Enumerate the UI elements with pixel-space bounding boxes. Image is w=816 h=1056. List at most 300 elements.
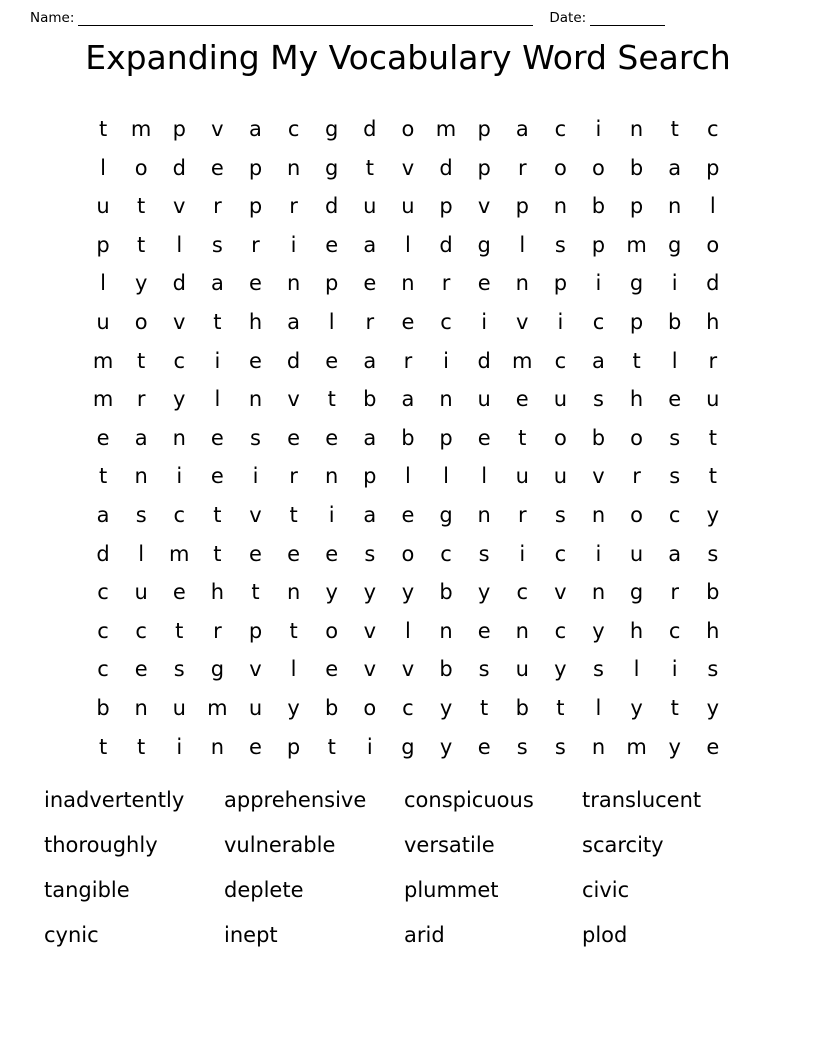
grid-cell[interactable]: a (363, 502, 377, 527)
grid-cell[interactable]: c (440, 309, 452, 334)
grid-cell[interactable]: i (519, 541, 526, 566)
grid-cell[interactable]: r (289, 194, 298, 219)
grid-cell[interactable]: n (210, 734, 225, 759)
grid-cell[interactable]: p (248, 618, 263, 643)
grid-cell[interactable]: t (213, 541, 222, 566)
grid-cell[interactable]: c (668, 618, 681, 643)
grid-cell[interactable]: n (439, 618, 453, 643)
grid-cell[interactable]: n (591, 502, 606, 527)
grid-cell[interactable]: l (138, 541, 145, 566)
grid-cell[interactable]: t (137, 232, 146, 257)
grid-cell[interactable]: g (477, 232, 491, 257)
grid-cell[interactable]: c (440, 541, 452, 566)
grid-cell[interactable]: i (671, 271, 678, 296)
grid-cell[interactable]: a (210, 271, 224, 296)
grid-cell[interactable]: e (210, 155, 224, 180)
grid-cell[interactable]: s (135, 502, 147, 527)
grid-cell[interactable]: c (516, 580, 529, 605)
grid-cell[interactable]: g (439, 502, 453, 527)
grid-cell[interactable]: p (706, 155, 720, 180)
grid-cell[interactable]: e (325, 232, 339, 257)
grid-cell[interactable]: g (668, 232, 682, 257)
grid-cell[interactable]: n (325, 464, 339, 489)
grid-cell[interactable]: v (249, 657, 262, 682)
grid-cell[interactable]: h (629, 618, 644, 643)
grid-cell[interactable]: t (98, 734, 108, 759)
grid-cell[interactable]: c (402, 695, 414, 720)
grid-cell[interactable]: l (633, 657, 640, 682)
grid-cell[interactable]: r (365, 309, 375, 334)
grid-cell[interactable]: u (515, 464, 529, 489)
grid-cell[interactable]: p (629, 194, 644, 219)
grid-cell[interactable]: l (100, 271, 106, 296)
grid-cell[interactable]: t (175, 618, 184, 643)
grid-cell[interactable]: r (136, 387, 146, 412)
grid-cell[interactable]: g (401, 734, 415, 759)
grid-cell[interactable]: p (591, 232, 606, 257)
grid-cell[interactable]: b (591, 425, 606, 450)
grid-cell[interactable]: v (516, 309, 529, 334)
grid-cell[interactable]: l (405, 464, 411, 489)
grid-cell[interactable]: g (629, 271, 644, 296)
grid-cell[interactable]: m (626, 232, 647, 257)
grid-cell[interactable]: g (629, 580, 644, 605)
grid-cell[interactable]: y (325, 580, 338, 605)
grid-cell[interactable]: d (96, 541, 110, 566)
grid-cell[interactable]: c (554, 348, 567, 373)
grid-cell[interactable]: o (401, 541, 415, 566)
grid-cell[interactable]: n (477, 502, 491, 527)
grid-cell[interactable]: e (325, 541, 339, 566)
grid-cell[interactable]: y (706, 695, 720, 720)
grid-cell[interactable]: n (668, 194, 682, 219)
grid-cell[interactable]: i (252, 464, 259, 489)
grid-cell[interactable]: v (287, 387, 300, 412)
grid-cell[interactable]: t (518, 425, 527, 450)
grid-cell[interactable]: i (595, 271, 602, 296)
grid-cell[interactable]: c (554, 117, 567, 141)
grid-cell[interactable]: b (96, 695, 110, 720)
grid-cell[interactable]: p (477, 155, 491, 180)
grid-cell[interactable]: t (632, 348, 641, 373)
word-list-item[interactable]: vulnerable (224, 833, 336, 857)
grid-cell[interactable]: v (554, 580, 567, 605)
grid-cell[interactable]: s (516, 734, 528, 759)
grid-cell[interactable]: i (557, 309, 564, 334)
grid-cell[interactable]: v (401, 155, 415, 180)
grid-cell[interactable]: u (401, 194, 415, 219)
grid-cell[interactable]: e (210, 464, 224, 489)
grid-cell[interactable]: p (286, 734, 301, 759)
grid-cell[interactable]: e (249, 348, 262, 373)
grid-cell[interactable]: n (439, 387, 453, 412)
grid-cell[interactable]: p (248, 194, 263, 219)
grid-cell[interactable]: c (554, 541, 567, 566)
grid-cell[interactable]: t (480, 695, 489, 720)
grid-cell[interactable]: e (477, 271, 491, 296)
grid-cell[interactable]: o (134, 155, 148, 180)
grid-cell[interactable]: p (439, 425, 453, 450)
grid-cell[interactable]: l (443, 464, 449, 489)
grid-cell[interactable]: e (134, 657, 148, 682)
grid-cell[interactable]: r (670, 580, 680, 605)
word-list-item[interactable]: conspicuous (404, 788, 534, 812)
grid-cell[interactable]: i (366, 734, 373, 759)
grid-cell[interactable]: r (632, 464, 641, 489)
grid-cell[interactable]: r (213, 618, 222, 643)
name-input-rule[interactable] (78, 12, 533, 26)
grid-cell[interactable]: t (670, 117, 679, 141)
grid-cell[interactable]: d (439, 232, 453, 257)
grid-cell[interactable]: o (401, 117, 415, 141)
grid-cell[interactable]: e (477, 425, 491, 450)
grid-cell[interactable]: n (248, 387, 263, 412)
grid-cell[interactable]: g (210, 657, 225, 682)
grid-cell[interactable]: t (327, 387, 336, 412)
grid-cell[interactable]: e (249, 541, 262, 566)
grid-cell[interactable]: b (706, 580, 720, 605)
grid-cell[interactable]: l (100, 155, 106, 180)
grid-cell[interactable]: l (176, 232, 183, 257)
word-list-item[interactable]: plummet (404, 878, 499, 902)
grid-cell[interactable]: m (92, 348, 114, 373)
grid-cell[interactable]: s (250, 425, 261, 450)
grid-cell[interactable]: a (668, 155, 682, 180)
grid-cell[interactable]: t (98, 117, 108, 141)
grid-cell[interactable]: c (707, 117, 719, 141)
grid-cell[interactable]: o (630, 425, 644, 450)
grid-cell[interactable]: t (289, 618, 298, 643)
grid-cell[interactable]: p (248, 155, 263, 180)
grid-cell[interactable]: c (668, 502, 681, 527)
grid-cell[interactable]: u (248, 695, 263, 720)
grid-cell[interactable]: v (401, 657, 415, 682)
grid-cell[interactable]: e (172, 580, 186, 605)
grid-cell[interactable]: y (287, 695, 300, 720)
grid-cell[interactable]: a (401, 387, 415, 412)
grid-cell[interactable]: u (172, 695, 186, 720)
grid-cell[interactable]: s (554, 232, 566, 257)
grid-cell[interactable]: o (363, 695, 377, 720)
grid-cell[interactable]: y (134, 271, 148, 296)
grid-cell[interactable]: y (477, 580, 491, 605)
grid-cell[interactable]: n (172, 425, 186, 450)
grid-cell[interactable]: u (706, 387, 720, 412)
grid-cell[interactable]: y (592, 618, 605, 643)
grid-cell[interactable]: r (403, 348, 413, 373)
grid-cell[interactable]: u (477, 387, 491, 412)
grid-cell[interactable]: u (553, 387, 568, 412)
grid-cell[interactable]: h (629, 387, 644, 412)
grid-cell[interactable]: b (439, 580, 453, 605)
grid-cell[interactable]: o (706, 232, 720, 257)
grid-cell[interactable]: c (592, 309, 605, 334)
grid-cell[interactable]: i (595, 117, 602, 141)
grid-cell[interactable]: m (512, 348, 533, 373)
grid-cell[interactable]: a (363, 425, 377, 450)
grid-cell[interactable]: b (629, 155, 644, 180)
word-list-item[interactable]: deplete (224, 878, 304, 902)
grid-cell[interactable]: n (286, 271, 301, 296)
grid-cell[interactable]: d (286, 348, 301, 373)
grid-cell[interactable]: t (137, 734, 146, 759)
grid-cell[interactable]: s (669, 464, 681, 489)
grid-cell[interactable]: e (401, 502, 415, 527)
grid-cell[interactable]: a (96, 502, 110, 527)
grid-cell[interactable]: n (401, 271, 415, 296)
grid-cell[interactable]: y (668, 734, 681, 759)
grid-cell[interactable]: n (515, 271, 529, 296)
grid-cell[interactable]: n (286, 580, 301, 605)
grid-cell[interactable]: p (515, 194, 529, 219)
grid-cell[interactable]: p (477, 117, 491, 141)
grid-cell[interactable]: e (287, 425, 301, 450)
grid-cell[interactable]: v (363, 657, 377, 682)
grid-cell[interactable]: e (249, 271, 262, 296)
grid-cell[interactable]: e (477, 734, 491, 759)
grid-cell[interactable]: g (325, 155, 339, 180)
grid-cell[interactable]: e (249, 734, 262, 759)
grid-cell[interactable]: m (169, 541, 190, 566)
grid-cell[interactable]: d (439, 155, 453, 180)
grid-cell[interactable]: a (668, 541, 682, 566)
grid-cell[interactable]: y (401, 580, 415, 605)
grid-cell[interactable]: t (213, 502, 222, 527)
grid-cell[interactable]: n (591, 734, 606, 759)
grid-cell[interactable]: a (363, 232, 377, 257)
grid-cell[interactable]: s (669, 425, 681, 450)
grid-cell[interactable]: s (554, 734, 566, 759)
grid-cell[interactable]: l (405, 618, 411, 643)
date-input-rule[interactable] (590, 12, 665, 26)
grid-cell[interactable]: h (248, 309, 263, 334)
grid-cell[interactable]: i (595, 541, 602, 566)
grid-cell[interactable]: i (328, 502, 335, 527)
grid-cell[interactable]: l (481, 464, 488, 489)
grid-cell[interactable]: a (287, 309, 301, 334)
grid-cell[interactable]: a (134, 425, 148, 450)
grid-cell[interactable]: o (630, 502, 644, 527)
word-list-item[interactable]: cynic (44, 923, 99, 947)
grid-cell[interactable]: d (172, 155, 186, 180)
grid-cell[interactable]: l (519, 232, 526, 257)
word-list-item[interactable]: plod (582, 923, 628, 947)
grid-cell[interactable]: b (363, 387, 377, 412)
grid-cell[interactable]: l (671, 348, 678, 373)
grid-cell[interactable]: l (290, 657, 297, 682)
grid-cell[interactable]: p (325, 271, 339, 296)
grid-cell[interactable]: t (327, 734, 336, 759)
grid-cell[interactable]: u (363, 194, 377, 219)
grid-cell[interactable]: p (96, 232, 110, 257)
grid-cell[interactable]: m (130, 117, 152, 141)
grid-cell[interactable]: r (441, 271, 451, 296)
grid-cell[interactable]: s (707, 657, 719, 682)
grid-cell[interactable]: h (706, 618, 720, 643)
grid-cell[interactable]: t (708, 464, 717, 489)
grid-cell[interactable]: m (92, 387, 114, 412)
grid-cell[interactable]: n (629, 117, 644, 141)
grid-cell[interactable]: e (325, 657, 339, 682)
grid-cell[interactable]: p (172, 117, 186, 141)
grid-cell[interactable]: i (443, 348, 449, 373)
grid-cell[interactable]: o (553, 425, 567, 450)
grid-cell[interactable]: i (214, 348, 221, 373)
grid-cell[interactable]: t (98, 464, 108, 489)
grid-cell[interactable]: l (709, 194, 716, 219)
grid-cell[interactable]: p (553, 271, 568, 296)
grid-cell[interactable]: i (176, 734, 183, 759)
grid-cell[interactable]: d (325, 194, 339, 219)
grid-cell[interactable]: c (554, 618, 567, 643)
grid-cell[interactable]: d (706, 271, 720, 296)
grid-cell[interactable]: t (251, 580, 260, 605)
grid-cell[interactable]: v (592, 464, 605, 489)
grid-cell[interactable]: a (363, 348, 377, 373)
grid-cell[interactable]: e (287, 541, 301, 566)
grid-cell[interactable]: c (97, 580, 109, 605)
grid-cell[interactable]: y (173, 387, 186, 412)
grid-cell[interactable]: y (630, 695, 643, 720)
grid-cell[interactable]: t (289, 502, 298, 527)
grid-cell[interactable]: h (706, 309, 720, 334)
grid-cell[interactable]: b (325, 695, 339, 720)
grid-cell[interactable]: s (554, 502, 566, 527)
grid-cell[interactable]: s (593, 657, 604, 682)
word-list-item[interactable]: apprehensive (224, 788, 367, 812)
grid-cell[interactable]: n (286, 155, 301, 180)
grid-cell[interactable]: r (708, 348, 718, 373)
grid-cell[interactable]: n (591, 580, 606, 605)
grid-cell[interactable]: c (173, 348, 186, 373)
grid-cell[interactable]: n (134, 464, 148, 489)
grid-cell[interactable]: u (629, 541, 644, 566)
grid-cell[interactable]: y (363, 580, 377, 605)
grid-cell[interactable]: o (592, 155, 605, 180)
grid-cell[interactable]: l (328, 309, 335, 334)
grid-cell[interactable]: e (706, 734, 720, 759)
grid-cell[interactable]: r (213, 194, 222, 219)
grid-cell[interactable]: o (553, 155, 567, 180)
grid-cell[interactable]: d (172, 271, 186, 296)
grid-cell[interactable]: e (325, 425, 339, 450)
word-list-item[interactable]: versatile (404, 833, 495, 857)
grid-cell[interactable]: v (211, 117, 224, 141)
grid-cell[interactable]: m (626, 734, 647, 759)
grid-cell[interactable]: b (668, 309, 682, 334)
grid-cell[interactable]: s (364, 541, 376, 566)
grid-cell[interactable]: c (97, 618, 109, 643)
grid-cell[interactable]: b (515, 695, 529, 720)
grid-cell[interactable]: d (363, 117, 377, 141)
grid-cell[interactable]: c (173, 502, 186, 527)
grid-cell[interactable]: c (97, 657, 109, 682)
word-list-item[interactable]: civic (582, 878, 630, 902)
grid-cell[interactable]: s (593, 387, 604, 412)
grid-cell[interactable]: o (325, 618, 339, 643)
grid-cell[interactable]: y (439, 734, 453, 759)
grid-cell[interactable]: b (401, 425, 415, 450)
grid-cell[interactable]: u (96, 194, 110, 219)
grid-cell[interactable]: t (556, 695, 565, 720)
grid-cell[interactable]: r (517, 155, 527, 180)
grid-cell[interactable]: r (289, 464, 298, 489)
word-list-item[interactable]: inept (224, 923, 278, 947)
grid-cell[interactable]: n (553, 194, 568, 219)
grid-cell[interactable]: m (207, 695, 228, 720)
grid-cell[interactable]: c (135, 618, 147, 643)
grid-cell[interactable]: n (134, 695, 148, 720)
grid-cell[interactable]: p (629, 309, 644, 334)
grid-cell[interactable]: s (211, 232, 223, 257)
grid-cell[interactable]: u (553, 464, 568, 489)
grid-cell[interactable]: s (478, 541, 490, 566)
grid-cell[interactable]: b (439, 657, 453, 682)
grid-cell[interactable]: e (210, 425, 224, 450)
grid-cell[interactable]: e (668, 387, 682, 412)
grid-cell[interactable]: h (210, 580, 225, 605)
grid-cell[interactable]: e (401, 309, 415, 334)
grid-cell[interactable]: e (477, 618, 491, 643)
grid-cell[interactable]: i (671, 657, 678, 682)
grid-cell[interactable]: v (173, 309, 186, 334)
grid-cell[interactable]: y (554, 657, 567, 682)
grid-cell[interactable]: a (592, 348, 605, 373)
grid-cell[interactable]: l (405, 232, 411, 257)
word-list-item[interactable]: tangible (44, 878, 130, 902)
grid-cell[interactable]: c (287, 117, 300, 141)
grid-cell[interactable]: t (365, 155, 374, 180)
grid-cell[interactable]: m (435, 117, 457, 141)
grid-cell[interactable]: y (439, 695, 453, 720)
grid-cell[interactable]: a (515, 117, 529, 141)
grid-cell[interactable]: e (515, 387, 529, 412)
word-list-item[interactable]: arid (404, 923, 445, 947)
grid-cell[interactable]: p (439, 194, 453, 219)
grid-cell[interactable]: p (363, 464, 377, 489)
grid-cell[interactable]: e (96, 425, 110, 450)
grid-cell[interactable]: v (173, 194, 186, 219)
grid-cell[interactable]: o (134, 309, 148, 334)
grid-cell[interactable]: n (515, 618, 529, 643)
word-list-item[interactable]: thoroughly (44, 833, 158, 857)
grid-cell[interactable]: t (137, 194, 146, 219)
grid-cell[interactable]: r (251, 232, 260, 257)
grid-cell[interactable]: u (134, 580, 148, 605)
word-list-item[interactable]: inadvertently (44, 788, 185, 812)
grid-cell[interactable]: u (515, 657, 529, 682)
grid-cell[interactable]: l (595, 695, 602, 720)
grid-cell[interactable]: v (249, 502, 262, 527)
grid-cell[interactable]: t (137, 348, 146, 373)
grid-cell[interactable]: u (96, 309, 110, 334)
word-list-item[interactable]: translucent (582, 788, 702, 812)
grid-cell[interactable]: v (363, 618, 377, 643)
grid-cell[interactable]: g (325, 117, 339, 141)
grid-cell[interactable]: v (477, 194, 491, 219)
grid-cell[interactable]: t (708, 425, 717, 450)
grid-cell[interactable]: b (591, 194, 606, 219)
grid-cell[interactable]: t (670, 695, 679, 720)
grid-cell[interactable]: s (478, 657, 490, 682)
grid-cell[interactable]: s (707, 541, 719, 566)
word-list-item[interactable]: scarcity (582, 833, 664, 857)
grid-cell[interactable]: d (477, 348, 491, 373)
grid-cell[interactable]: e (325, 348, 339, 373)
grid-cell[interactable]: i (176, 464, 183, 489)
grid-cell[interactable]: i (290, 232, 297, 257)
grid-cell[interactable]: r (517, 502, 527, 527)
